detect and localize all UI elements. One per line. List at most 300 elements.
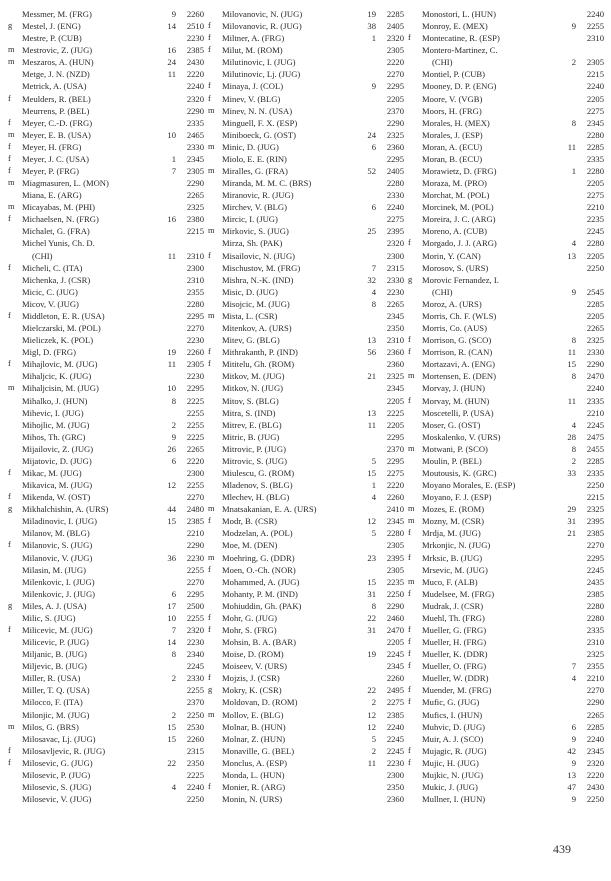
player-row xyxy=(408,201,604,213)
games-count: 21 xyxy=(567,528,576,539)
player-row xyxy=(408,213,604,225)
rating-value: 2215 xyxy=(586,492,604,503)
player-name: Mijailovic, Z. (JUG) xyxy=(22,443,94,454)
title-mark: f xyxy=(208,81,211,91)
player-row xyxy=(208,745,404,757)
player-row xyxy=(8,105,204,117)
rating-value: 2320 xyxy=(386,238,404,249)
title-mark: f xyxy=(208,564,211,574)
games-count: 52 xyxy=(367,166,376,177)
player-name: Miladinovic, I. (JUG) xyxy=(22,516,97,527)
player-row xyxy=(208,177,404,189)
rating-value: 2290 xyxy=(586,697,604,708)
rating-value: 2335 xyxy=(586,624,604,635)
rating-value: 2305 xyxy=(386,564,404,575)
player-row xyxy=(208,539,404,551)
player-row xyxy=(8,189,204,201)
player-name: Mischustov, M. (FRG) xyxy=(222,262,301,273)
title-mark: f xyxy=(8,117,11,127)
title-mark: m xyxy=(408,516,415,526)
games-count: 2 xyxy=(171,673,176,684)
player-name: Micayabas, M. (PHI) xyxy=(22,202,96,213)
player-name: Morosov, S. (URS) xyxy=(422,262,489,273)
player-row xyxy=(8,310,204,322)
player-name: Mikenda, W. (OST) xyxy=(22,492,91,503)
games-count: 9 xyxy=(171,431,176,442)
player-name: Miralles, G. (FRA) xyxy=(222,166,288,177)
player-name: Mrksic, B. (JUG) xyxy=(422,552,483,563)
rating-value: 2310 xyxy=(586,637,604,648)
rating-value: 2255 xyxy=(186,419,204,430)
rating-value: 2285 xyxy=(586,455,604,466)
games-count: 28 xyxy=(567,431,576,442)
player-row xyxy=(8,733,204,745)
rating-value: 2385 xyxy=(186,516,204,527)
games-count: 5 xyxy=(371,528,376,539)
games-count: 4 xyxy=(371,492,376,503)
rating-value: 2385 xyxy=(586,588,604,599)
player-name: Milenkovic, J. (JUG) xyxy=(22,588,96,599)
player-row xyxy=(408,757,604,769)
rating-value: 2320 xyxy=(186,624,204,635)
rating-value: 2475 xyxy=(586,431,604,442)
rating-value: 2230 xyxy=(186,33,204,44)
rating-value: 2230 xyxy=(186,552,204,563)
player-row xyxy=(408,395,604,407)
player-name: Mozes, E. (ROM) xyxy=(422,504,485,515)
player-row xyxy=(208,382,404,394)
player-name: Motwani, P. (SCO) xyxy=(422,443,488,454)
player-row xyxy=(208,250,404,262)
player-row xyxy=(8,274,204,286)
player-name: Messmer, M. (FRG) xyxy=(22,9,92,19)
rating-value: 2325 xyxy=(386,371,404,382)
title-mark: f xyxy=(208,33,211,43)
games-count: 31 xyxy=(367,588,376,599)
player-name: Milosevic, P. (JUG) xyxy=(22,769,91,780)
player-name: Mircic, I. (JUG) xyxy=(222,214,278,225)
player-row xyxy=(408,455,604,467)
player-name: Mitrovic, P. (JUG) xyxy=(222,443,286,454)
player-row xyxy=(408,44,604,56)
player-name: Monroy, E. (MEX) xyxy=(422,21,488,32)
player-row xyxy=(8,793,204,805)
rating-value: 2320 xyxy=(186,93,204,104)
title-mark: m xyxy=(408,576,415,586)
player-row xyxy=(8,745,204,757)
player-row xyxy=(208,431,404,443)
title-mark: m xyxy=(408,371,415,381)
player-name: Mestre, P. (CUB) xyxy=(22,33,82,44)
player-name: Mihajlovic, M. (JUG) xyxy=(22,359,98,370)
player-name: Mikhalchishin, A. (URS) xyxy=(22,504,109,515)
games-count: 9 xyxy=(571,794,576,805)
title-mark: f xyxy=(208,612,211,622)
player-name: Moore, V. (VGB) xyxy=(422,93,483,104)
player-row xyxy=(208,491,404,503)
rating-value: 2205 xyxy=(586,250,604,261)
player-row xyxy=(8,660,204,672)
player-name: Migl, D. (FRG) xyxy=(22,347,76,358)
games-count: 21 xyxy=(367,371,376,382)
player-row xyxy=(8,8,204,20)
rating-value: 2225 xyxy=(386,407,404,418)
rating-value: 2260 xyxy=(186,733,204,744)
rating-value: 2295 xyxy=(386,431,404,442)
rating-value: 2270 xyxy=(186,492,204,503)
player-row xyxy=(408,20,604,32)
player-row xyxy=(208,395,404,407)
title-mark: f xyxy=(408,552,411,562)
games-count: 9 xyxy=(571,733,576,744)
player-row xyxy=(208,527,404,539)
player-row xyxy=(408,407,604,419)
player-row xyxy=(8,600,204,612)
player-row xyxy=(408,793,604,805)
player-row xyxy=(408,648,604,660)
title-mark: f xyxy=(8,359,11,369)
rating-value: 2250 xyxy=(186,709,204,720)
player-name: Minaya, J. (COL) xyxy=(222,81,284,92)
player-name: Moe, M. (DEN) xyxy=(222,540,278,551)
player-row xyxy=(408,68,604,80)
player-row xyxy=(8,93,204,105)
player-row xyxy=(408,660,604,672)
player-name: Meszaros, A. (HUN) xyxy=(22,57,94,68)
rating-value: 2360 xyxy=(386,359,404,370)
title-mark: f xyxy=(408,33,411,43)
rating-value: 2510 xyxy=(186,21,204,32)
player-row xyxy=(8,407,204,419)
player-name: Monin, N. (URS) xyxy=(222,794,283,805)
games-count: 17 xyxy=(167,600,176,611)
player-name: Mohiuddin, Gh. (PAK) xyxy=(222,600,302,611)
rating-value: 2305 xyxy=(186,359,204,370)
rating-value: 2270 xyxy=(186,576,204,587)
games-count: 14 xyxy=(167,637,176,648)
column-3 xyxy=(408,8,604,805)
rating-value: 2215 xyxy=(586,69,604,80)
player-name: Miltner, A. (FRG) xyxy=(222,33,285,44)
player-name: Moise, D. (ROM) xyxy=(222,649,284,660)
player-row xyxy=(408,721,604,733)
player-name: Mujkic, N. (JUG) xyxy=(422,769,484,780)
player-name: Molnar, B. (HUN) xyxy=(222,721,286,732)
player-name: Michel Yunis, Ch. D. xyxy=(22,238,95,249)
title-mark: f xyxy=(408,335,411,345)
games-count: 56 xyxy=(367,347,376,358)
player-name: Michaelsen, N. (FRG) xyxy=(22,214,99,225)
player-name: Milos, G. (BRS) xyxy=(22,721,79,732)
rating-value: 2310 xyxy=(186,250,204,261)
player-row xyxy=(208,129,404,141)
rating-value: 2370 xyxy=(386,443,404,454)
player-row xyxy=(208,298,404,310)
player-row xyxy=(208,141,404,153)
title-mark: f xyxy=(8,153,11,163)
rating-value: 2245 xyxy=(586,419,604,430)
player-name: Monclus, A. (ESP) xyxy=(222,757,287,768)
title-mark: f xyxy=(408,637,411,647)
rating-value: 2330 xyxy=(386,190,404,201)
player-row xyxy=(408,237,604,249)
player-row xyxy=(8,672,204,684)
player-row xyxy=(408,189,604,201)
player-row xyxy=(408,600,604,612)
player-name: Moscetelli, P. (USA) xyxy=(422,407,494,418)
player-row xyxy=(408,745,604,757)
player-row xyxy=(8,165,204,177)
rating-value: 2545 xyxy=(586,286,604,297)
player-name: Meyer, C.-D. (FRG) xyxy=(22,117,93,128)
title-mark: g xyxy=(8,21,13,31)
rating-value: 2280 xyxy=(586,600,604,611)
title-mark: f xyxy=(408,661,411,671)
rating-value: 2205 xyxy=(586,93,604,104)
player-name: Morgado, J. J. (ARG) xyxy=(422,238,497,249)
rating-value: 2320 xyxy=(386,33,404,44)
rating-value: 2395 xyxy=(586,516,604,527)
player-name: Michenka, J. (CSR) xyxy=(22,274,91,285)
rating-value: 2275 xyxy=(586,105,604,116)
player-name: Muco, F. (ALB) xyxy=(422,576,478,587)
games-count: 4 xyxy=(571,419,576,430)
player-row xyxy=(408,588,604,600)
title-mark: m xyxy=(208,141,215,151)
rating-value: 2320 xyxy=(586,757,604,768)
rating-value: 2210 xyxy=(586,673,604,684)
player-row xyxy=(208,310,404,322)
player-name: Meulders, R. (BEL) xyxy=(22,93,91,104)
games-count: 15 xyxy=(167,516,176,527)
player-name: Mueller, H. (FRG) xyxy=(422,637,487,648)
rating-value: 2240 xyxy=(586,81,604,92)
player-name: Moroz, A. (URS) xyxy=(422,298,482,309)
player-name: Mudrak, J. (CSR) xyxy=(422,600,484,611)
player-name: (CHI) xyxy=(32,250,53,261)
rating-value: 2275 xyxy=(386,467,404,478)
rating-value: 2260 xyxy=(186,347,204,358)
player-name: Milenkovic, I. (JUG) xyxy=(22,576,95,587)
player-name: Mitric, B. (JUG) xyxy=(222,431,280,442)
player-row xyxy=(8,539,204,551)
player-row xyxy=(208,56,404,68)
player-name: Mrdja, M. (JUG) xyxy=(422,528,481,539)
player-row xyxy=(208,262,404,274)
player-name: Moulin, P. (BEL) xyxy=(422,455,482,466)
player-name: Moreno, A. (CUB) xyxy=(422,226,487,237)
page-number: 439 xyxy=(553,842,571,856)
games-count: 24 xyxy=(167,57,176,68)
player-name: Meyer, E. B. (USA) xyxy=(22,129,91,140)
player-name: Mrkonjic, N. (JUG) xyxy=(422,540,491,551)
rating-value: 2250 xyxy=(586,794,604,805)
rating-value: 2300 xyxy=(386,250,404,261)
player-row xyxy=(8,322,204,334)
player-row xyxy=(208,274,404,286)
player-name: Muender, M. (FRG) xyxy=(422,685,492,696)
player-row xyxy=(408,733,604,745)
games-count: 8 xyxy=(371,600,376,611)
rating-value: 2255 xyxy=(186,612,204,623)
title-mark: m xyxy=(8,202,15,212)
player-name: Mufic, G. (JUG) xyxy=(422,697,480,708)
rating-value: 2370 xyxy=(386,105,404,116)
player-name: Morawietz, D. (FRG) xyxy=(422,166,497,177)
player-name: Milicevic, M. (JUG) xyxy=(22,624,93,635)
rating-value: 2220 xyxy=(586,769,604,780)
player-name: Minev, N. N. (USA) xyxy=(222,105,293,116)
player-name: Muhvic, D. (JUG) xyxy=(422,721,486,732)
player-row xyxy=(208,588,404,600)
player-name: Morales, H. (MEX) xyxy=(422,117,490,128)
games-count: 11 xyxy=(167,69,176,80)
player-name: Miranovic, R. (JUG) xyxy=(222,190,294,201)
player-row xyxy=(208,370,404,382)
rating-value: 2235 xyxy=(586,214,604,225)
rating-value: 2205 xyxy=(386,419,404,430)
player-row xyxy=(408,479,604,491)
player-row xyxy=(208,105,404,117)
player-name: Moraza, M. (PRO) xyxy=(422,178,487,189)
games-count: 6 xyxy=(371,202,376,213)
rating-value: 2270 xyxy=(186,323,204,334)
player-row xyxy=(408,769,604,781)
games-count: 32 xyxy=(367,274,376,285)
player-row xyxy=(8,515,204,527)
games-count: 38 xyxy=(367,21,376,32)
player-name: Misic, D. (JUG) xyxy=(222,286,278,297)
rating-value: 2245 xyxy=(386,733,404,744)
player-row xyxy=(8,636,204,648)
rating-value: 2280 xyxy=(586,166,604,177)
player-name: Mikavica, M. (JUG) xyxy=(22,480,93,491)
games-count: 1 xyxy=(171,153,176,164)
title-mark: f xyxy=(208,782,211,791)
player-name: Mohr, G. (JUG) xyxy=(222,612,278,623)
player-name: Mohsin, B. A. (BAR) xyxy=(222,637,297,648)
rating-value: 2295 xyxy=(386,81,404,92)
player-row xyxy=(8,68,204,80)
player-row xyxy=(408,165,604,177)
rating-value: 2300 xyxy=(186,262,204,273)
player-row xyxy=(408,419,604,431)
rating-value: 2290 xyxy=(386,600,404,611)
player-row xyxy=(408,781,604,793)
games-count: 9 xyxy=(171,9,176,19)
title-mark: f xyxy=(408,649,411,659)
player-name: Mirchev, V. (BLG) xyxy=(222,202,288,213)
player-row xyxy=(208,322,404,334)
title-mark: m xyxy=(8,383,15,393)
rating-value: 2210 xyxy=(586,407,604,418)
rating-value: 2240 xyxy=(586,383,604,394)
rating-value: 2205 xyxy=(386,395,404,406)
rating-value: 2295 xyxy=(186,383,204,394)
rating-value: 2285 xyxy=(386,9,404,19)
player-row xyxy=(408,129,604,141)
player-name: Mitkov, N. (JUG) xyxy=(222,383,284,394)
player-row xyxy=(408,334,604,346)
player-name: Miana, E. (ARG) xyxy=(22,190,82,201)
games-count: 12 xyxy=(167,480,176,491)
title-mark: m xyxy=(208,105,215,115)
rating-value: 2275 xyxy=(586,190,604,201)
player-name: Minev, V. (BLG) xyxy=(222,93,281,104)
player-name: Mihevic, I. (JUG) xyxy=(22,407,84,418)
games-count: 12 xyxy=(367,709,376,720)
player-row xyxy=(208,612,404,624)
games-count: 6 xyxy=(371,141,376,152)
rating-value: 2345 xyxy=(186,153,204,164)
player-row xyxy=(408,298,604,310)
player-name: Mortensen, E. (DEN) xyxy=(422,371,496,382)
title-mark: f xyxy=(8,262,11,272)
player-row xyxy=(408,80,604,92)
games-count: 19 xyxy=(367,649,376,660)
player-name: Miulescu, G. (ROM) xyxy=(222,467,295,478)
title-mark: m xyxy=(8,178,15,188)
rating-value: 2230 xyxy=(186,637,204,648)
player-row xyxy=(8,370,204,382)
player-row xyxy=(208,781,404,793)
player-name: Mlechev, H. (BLG) xyxy=(222,492,290,503)
games-count: 12 xyxy=(367,721,376,732)
player-name: Milocco, F. (ITA) xyxy=(22,697,83,708)
title-mark: f xyxy=(408,624,411,634)
games-count: 8 xyxy=(571,335,576,346)
games-count: 2 xyxy=(371,745,376,756)
player-name: Moyano, F. J. (ESP) xyxy=(422,492,492,503)
player-row xyxy=(408,636,604,648)
player-row xyxy=(408,443,604,455)
player-name: Miller, T. Q. (USA) xyxy=(22,685,90,696)
player-row xyxy=(208,32,404,44)
player-name: Mieliczek, K. (POL) xyxy=(22,335,94,346)
player-name: Mirkovic, S. (JUG) xyxy=(222,226,289,237)
player-row xyxy=(208,672,404,684)
player-row xyxy=(8,395,204,407)
player-name: Meyer, P. (FRG) xyxy=(22,166,79,177)
rating-value: 2250 xyxy=(186,794,204,805)
player-name: Moyano Morales, E. (ESP) xyxy=(422,480,516,491)
title-mark: g xyxy=(408,274,413,284)
games-count: 11 xyxy=(167,359,176,370)
title-mark: m xyxy=(8,129,15,139)
player-row xyxy=(208,564,404,576)
games-count: 13 xyxy=(367,335,376,346)
player-name: Monier, R. (ARG) xyxy=(222,782,286,792)
player-row xyxy=(408,491,604,503)
rating-value: 2305 xyxy=(186,166,204,177)
column-2 xyxy=(208,8,404,805)
rating-value: 2205 xyxy=(386,637,404,648)
rating-value: 2245 xyxy=(586,226,604,237)
rating-value: 2220 xyxy=(386,480,404,491)
player-name: Milosavljevic, R. (JUG) xyxy=(22,745,106,756)
player-name: Morris, Co. (AUS) xyxy=(422,323,487,334)
player-name: Miljevic, B. (JUG) xyxy=(22,661,87,672)
rating-value: 2290 xyxy=(186,540,204,551)
player-row xyxy=(208,515,404,527)
player-row xyxy=(8,479,204,491)
title-mark: f xyxy=(8,141,11,151)
player-row xyxy=(208,455,404,467)
player-row xyxy=(8,612,204,624)
player-row xyxy=(8,201,204,213)
player-row xyxy=(408,358,604,370)
games-count: 8 xyxy=(371,298,376,309)
